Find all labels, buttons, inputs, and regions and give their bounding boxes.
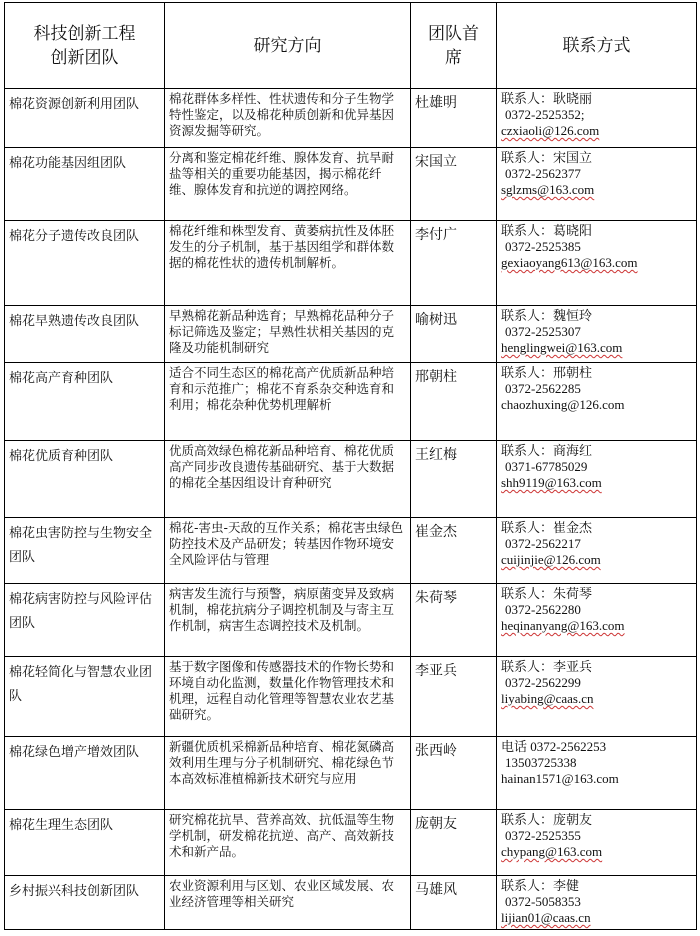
contact-cell xyxy=(497,657,697,737)
contact-cell xyxy=(497,876,697,930)
contact-person: 联系人：李亚兵 xyxy=(501,659,593,674)
contact-email[interactable]: shh9119@163.com xyxy=(501,475,602,490)
contact-email[interactable]: liyabing@caas.cn xyxy=(501,691,594,706)
header-contact: 联系方式 xyxy=(497,3,697,89)
contact-phone: 0372-2525352; xyxy=(505,107,585,122)
contact-person: 联系人：魏恒玲 xyxy=(501,308,593,323)
team-name-cell: 棉花病害防控与风险评估团队 xyxy=(5,584,165,657)
team-leader-cell: 李亚兵 xyxy=(411,657,497,737)
team-leader-cell: 宋国立 xyxy=(411,148,497,221)
research-direction-cell: 优质高效绿色棉花新品种培育、棉花优质高产同步改良遗传基础研究、基于大数据的棉花全基因组设计育种研究 xyxy=(165,441,411,518)
research-direction-cell: 基于数字图像和传感器技术的作物长势和环境自动化监测，数量化作物管理技术和机理，远程自动化管理等智慧农业农艺基础研究。 xyxy=(165,657,411,737)
table-row xyxy=(5,89,697,148)
table-row xyxy=(5,810,697,876)
contact-phone: 0372-2525385 xyxy=(505,239,581,254)
team-leader-cell: 崔金杰 xyxy=(411,518,497,584)
research-direction-cell: 棉花-害虫-天敌的互作关系；棉花害虫绿色防控技术及产品研发；转基因作物环境安全风险评估与管理 xyxy=(165,518,411,584)
contact-person: 联系人：耿晓丽 xyxy=(501,91,593,106)
contact-person: 联系人：宋国立 xyxy=(501,150,593,165)
team-name-cell: 棉花功能基因组团队 xyxy=(5,148,165,221)
header-row xyxy=(5,3,697,89)
table-row xyxy=(5,441,697,518)
research-direction-cell: 研究棉花抗旱、营养高效、抗低温等生物学机制，研发棉花抗逆、高产、高效新技术和新产品。 xyxy=(165,810,411,876)
team-name-cell: 乡村振兴科技创新团队 xyxy=(5,876,165,930)
contact-phone: 0372-2562285 xyxy=(505,381,581,396)
team-leader-cell: 马雄风 xyxy=(411,876,497,930)
contact-email[interactable]: henglingwei@163.com xyxy=(501,340,623,355)
contact-cell xyxy=(497,363,697,441)
research-direction-cell: 适合不同生态区的棉花高产优质新品种培育和示范推广；棉花不育系杂交种选育和利用；棉花杂种优势机理解析 xyxy=(165,363,411,441)
research-direction-cell: 农业资源利用与区划、农业区域发展、农业经济管理等相关研究 xyxy=(165,876,411,930)
innovation-teams-table xyxy=(4,2,697,930)
team-leader-cell: 喻树迅 xyxy=(411,306,497,363)
team-leader-cell: 朱荷琴 xyxy=(411,584,497,657)
research-direction-cell: 棉花纤维和株型发育、黄萎病抗性及体胚发生的分子机制，基于基因组学和群体数据的棉花性状的遗传机制解析。 xyxy=(165,221,411,306)
contact-phone: 0372-2562217 xyxy=(505,536,581,551)
contact-person: 联系人：崔金杰 xyxy=(501,520,593,535)
table-row xyxy=(5,876,697,930)
contact-phone: 0372-2562377 xyxy=(505,166,581,181)
contact-email[interactable]: lijian01@caas.cn xyxy=(501,910,591,925)
research-direction-cell: 棉花群体多样性、性状遗传和分子生物学特性鉴定，以及棉花种质创新和优异基因资源发掘等研究。 xyxy=(165,89,411,148)
header-leader: 团队首 席 xyxy=(411,3,497,89)
contact-person: 联系人：商海红 xyxy=(501,443,593,458)
contact-cell xyxy=(497,810,697,876)
team-name-cell: 棉花轻简化与智慧农业团队 xyxy=(5,657,165,737)
contact-phone: 0372-2562299 xyxy=(505,675,581,690)
contact-phone: 0371-67785029 xyxy=(505,459,588,474)
contact-person: 电话 0372-2562253 xyxy=(501,739,607,754)
contact-person: 联系人：庞朝友 xyxy=(501,812,593,827)
contact-email[interactable]: sglzms@163.com xyxy=(501,182,595,197)
research-direction-cell: 病害发生流行与预警，病原菌变异及致病机制，棉花抗病分子调控机制及与寄主互作机制，病害生态调控技术及机制。 xyxy=(165,584,411,657)
table-row xyxy=(5,306,697,363)
team-name-cell: 棉花资源创新利用团队 xyxy=(5,89,165,148)
contact-cell xyxy=(497,584,697,657)
table-row xyxy=(5,221,697,306)
table-row xyxy=(5,737,697,810)
table-row xyxy=(5,363,697,441)
research-direction-cell: 早熟棉花新品种选育；早熟棉花品种分子标记筛选及鉴定；早熟性状相关基因的克隆及功能机制研究 xyxy=(165,306,411,363)
contact-email[interactable]: hainan1571@163.com xyxy=(501,771,619,786)
table-row xyxy=(5,657,697,737)
team-leader-cell: 邢朝柱 xyxy=(411,363,497,441)
table-row xyxy=(5,148,697,221)
contact-cell xyxy=(497,441,697,518)
contact-email[interactable]: czxiaoli@126.com xyxy=(501,123,600,138)
team-name-cell: 棉花分子遗传改良团队 xyxy=(5,221,165,306)
contact-phone: 0372-5058353 xyxy=(505,894,581,909)
contact-phone: 0372-2562280 xyxy=(505,602,581,617)
team-name-cell: 棉花高产育种团队 xyxy=(5,363,165,441)
table-row xyxy=(5,584,697,657)
team-name-cell: 棉花虫害防控与生物安全团队 xyxy=(5,518,165,584)
contact-email[interactable]: cuijinjie@126.com xyxy=(501,552,601,567)
team-leader-cell: 杜雄明 xyxy=(411,89,497,148)
header-direction: 研究方向 xyxy=(165,3,411,89)
research-direction-cell: 新疆优质机采棉新品种培育、棉花氮磷高效利用生理与分子机制研究、棉花绿色节本高效标准植棉新技术研究与应用 xyxy=(165,737,411,810)
contact-cell xyxy=(497,518,697,584)
research-direction-cell: 分离和鉴定棉花纤维、腺体发育、抗旱耐盐等相关的重要功能基因，揭示棉花纤维、腺体发育和抗逆的调控网络。 xyxy=(165,148,411,221)
contact-person: 联系人：邢朝柱 xyxy=(501,365,593,380)
contact-cell xyxy=(497,737,697,810)
contact-cell xyxy=(497,306,697,363)
header-team: 科技创新工程 创新团队 xyxy=(5,3,165,89)
table-row xyxy=(5,518,697,584)
contact-email[interactable]: chaozhuxing@126.com xyxy=(501,397,625,412)
team-leader-cell: 王红梅 xyxy=(411,441,497,518)
contact-email[interactable]: chypang@163.com xyxy=(501,844,603,859)
team-leader-cell: 庞朝友 xyxy=(411,810,497,876)
contact-person: 联系人：葛晓阳 xyxy=(501,223,593,238)
contact-cell xyxy=(497,89,697,148)
team-leader-cell: 张西岭 xyxy=(411,737,497,810)
contact-person: 联系人：朱荷琴 xyxy=(501,586,593,601)
contact-email[interactable]: heqinanyang@163.com xyxy=(501,618,625,633)
team-name-cell: 棉花生理生态团队 xyxy=(5,810,165,876)
team-name-cell: 棉花优质育种团队 xyxy=(5,441,165,518)
contact-email[interactable]: gexiaoyang613@163.com xyxy=(501,255,638,270)
team-name-cell: 棉花绿色增产增效团队 xyxy=(5,737,165,810)
contact-cell xyxy=(497,221,697,306)
contact-cell xyxy=(497,148,697,221)
contact-phone: 0372-2525307 xyxy=(505,324,581,339)
contact-phone: 13503725338 xyxy=(505,755,577,770)
team-name-cell: 棉花早熟遗传改良团队 xyxy=(5,306,165,363)
contact-phone: 0372-2525355 xyxy=(505,828,581,843)
contact-person: 联系人：李健 xyxy=(501,878,580,893)
team-leader-cell: 李付广 xyxy=(411,221,497,306)
